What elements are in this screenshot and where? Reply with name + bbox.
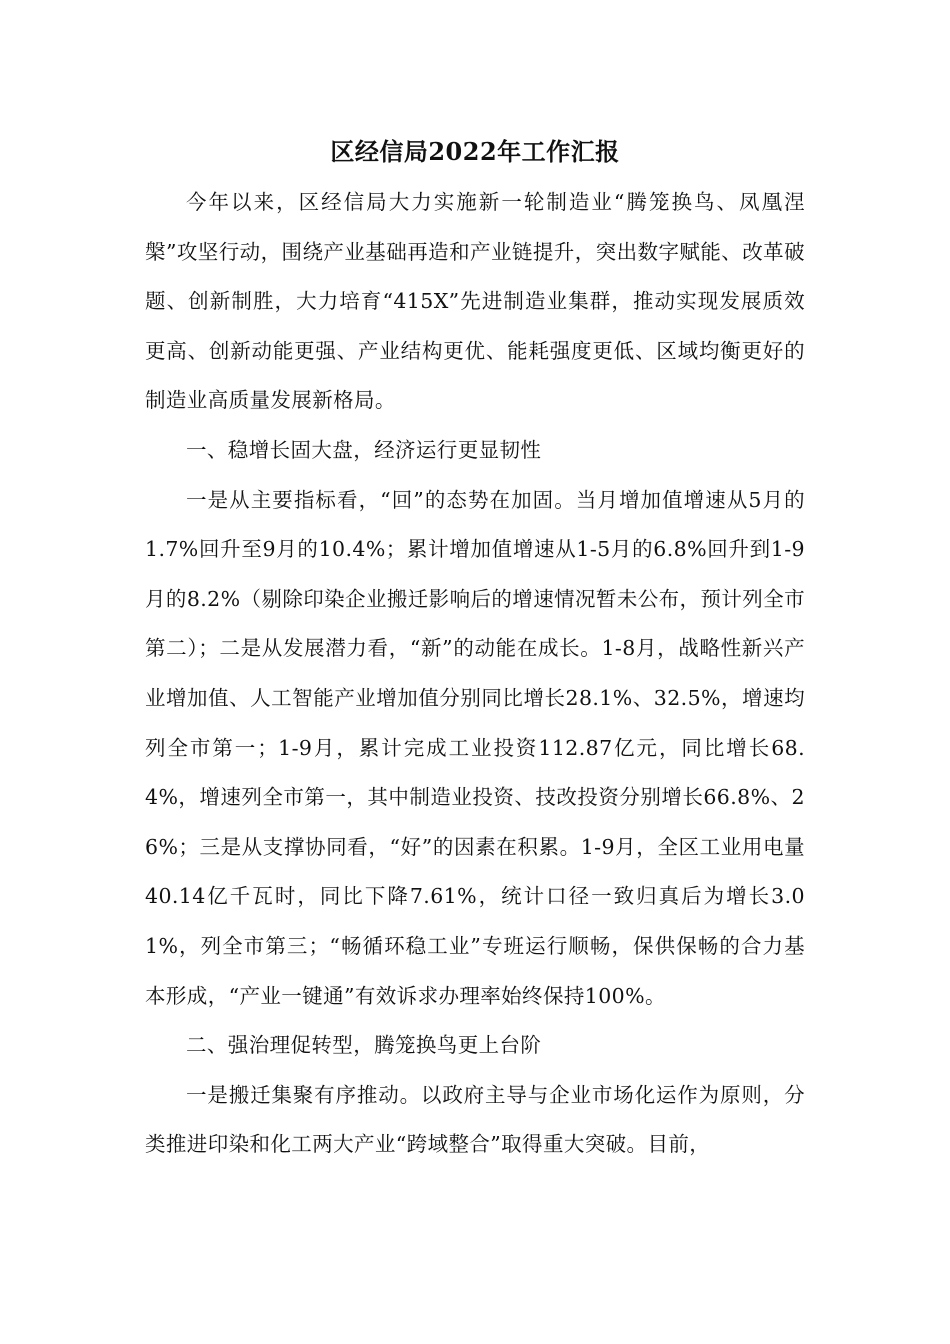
section-paragraph-2: 一是搬迁集聚有序推动。以政府主导与企业市场化运作为原则，分类推进印染和化工两大产业“跨域整合”取得重大突破。目前， <box>145 1082 805 1157</box>
document-body <box>145 178 805 1170</box>
document-title: 区经信局2022年工作汇报 <box>330 137 620 166</box>
section-heading-2: 二、强治理促转型，腾笼换鸟更上台阶 <box>186 1033 542 1058</box>
section-heading-1: 一、稳增长固大盘，经济运行更显韧性 <box>186 437 542 462</box>
section-paragraph-1: 一是从主要指标看，“回”的态势在加固。当月增加值增速从5月的1.7%回升至9月的10.4%；累计增加值增速从1-5月的6.8%回升到1-9月的8.2%（剔除印染企业搬迁影响后的增速情况暂未公布，预计列全市第二）；二是从发展潜力看，“新”的动能在成长。1-8月，战略性新兴产业增加值、人工智能产业增加值分别同比增长28.1%、32.5%，增速均列全市第一；1-9月，累计完成工业投资112.87亿元，同比增长68.4%，增速列全市第一，其中制造业投资、技改投资分别增长66.8%、26%；三是从支撑协同看，“好”的因素在积累。1-9月，全区工业用电量40.14亿千瓦时，同比下降7.61%，统计口径一致归真后为增长3.01%，列全市第三；“畅循环稳工业”专班运行顺畅，保供保畅的合力基本形成，“产业一键通”有效诉求办理率始终保持100%。 <box>145 487 805 1008</box>
intro-paragraph: 今年以来，区经信局大力实施新一轮制造业“腾笼换鸟、凤凰涅槃”攻坚行动，围绕产业基础再造和产业链提升，突出数字赋能、改革破题、创新制胜，大力培育“415X”先进制造业集群，推动实现发展质效更高、创新动能更强、产业结构更优、能耗强度更低、区域均衡更好的制造业高质量发展新格局。 <box>145 190 805 413</box>
